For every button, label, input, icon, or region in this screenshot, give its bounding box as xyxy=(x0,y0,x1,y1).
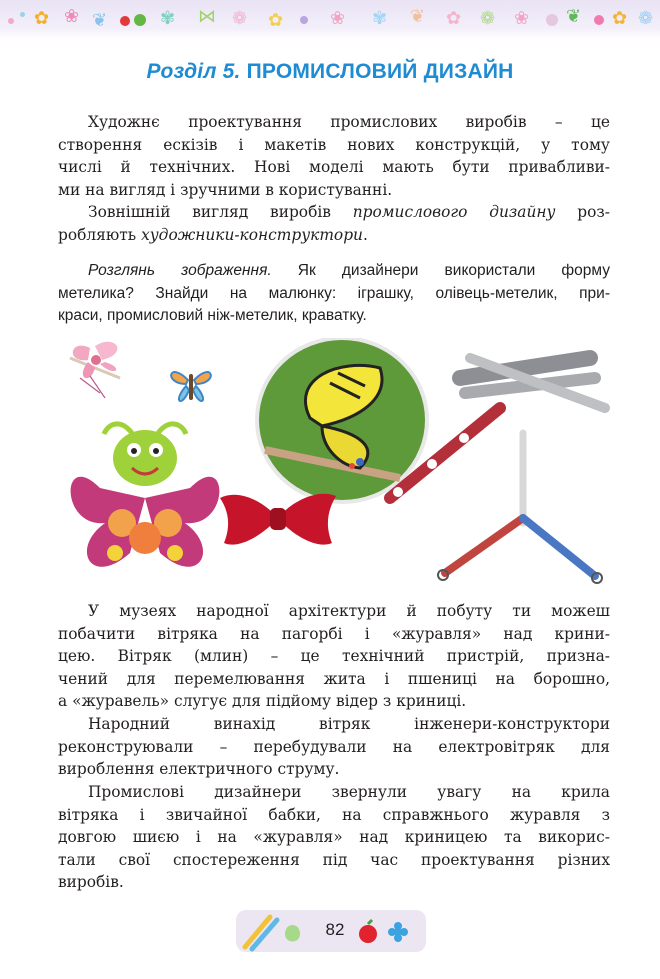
flower-icon: ✾ xyxy=(160,8,176,29)
intro-paragraph-2 xyxy=(58,201,610,246)
text-line: а «журавель» слугує для підйому відер з криниці. xyxy=(58,692,467,711)
flower-icon: ❀ xyxy=(64,6,80,27)
text-line: краси, промисловий ніж-метелик, краватку. xyxy=(58,307,367,325)
flower-icon: ✾ xyxy=(372,8,388,29)
text-line: метелика? Знайди на малюнку: іграшку, олівець-метелик, при- xyxy=(58,284,610,302)
text-line: реконструювали – перебудували на електровітряк для xyxy=(58,737,610,756)
text-line: Художнє проектування промислових виробів – це xyxy=(88,113,610,131)
text-run: робляють xyxy=(58,225,137,244)
emphasis-term: художники-конструктори xyxy=(141,225,363,244)
flower-icon: ✿ xyxy=(34,8,50,29)
text-run: Зовнішній вигляд виробів xyxy=(88,203,331,221)
text-line: тали свої спостереження під час проектування різних xyxy=(58,850,610,869)
task-prompt xyxy=(58,260,610,328)
text-line: цею. Вітряк (млин) – це технічний пристрій, призна- xyxy=(58,647,610,666)
text-line xyxy=(88,260,610,283)
swallowtail-butterfly-photo xyxy=(257,338,427,502)
text-line: У музеях народної архітектури й побуту ти можеш xyxy=(88,602,610,620)
text-run: . xyxy=(362,225,368,244)
leaf-icon: ❦ xyxy=(92,10,108,31)
text-line: вироблення електричного струму. xyxy=(58,760,340,779)
leaf-icon: ❦ xyxy=(410,6,426,27)
top-decorative-border xyxy=(0,0,660,40)
section-label: Розділ 5. xyxy=(146,60,241,83)
berry-icon xyxy=(120,16,130,26)
butterfly-designs-collage xyxy=(60,338,620,600)
flower-icon: ✿ xyxy=(268,10,284,31)
dot-icon xyxy=(594,15,604,25)
bow-icon: ⋈ xyxy=(198,6,216,27)
flower-icon: ❁ xyxy=(480,8,496,29)
text-line: довгою шиєю і на «журавля» над криницею та викорис- xyxy=(58,828,610,847)
section-name: ПРОМИСЛОВИЙ ДИЗАЙН xyxy=(246,60,514,83)
emphasis-term: промислового дизайну xyxy=(352,203,556,221)
text-line: Промислові дизайнери звернули увагу на крила xyxy=(88,783,610,801)
butterfly-brooch-icon xyxy=(171,372,211,401)
text-line xyxy=(58,224,610,247)
butterfly-toy-icon xyxy=(71,424,220,567)
intro-paragraph-1 xyxy=(58,111,610,201)
text-line: побачити вітряка на пагорбі і «журавля» над крини- xyxy=(58,624,610,643)
museum-paragraph xyxy=(58,600,610,713)
text-line: виробів. xyxy=(58,873,124,892)
flower-icon: ❁ xyxy=(638,8,654,29)
page-number: 82 xyxy=(325,920,345,939)
flower-icon: ✿ xyxy=(612,8,628,29)
windmill-paragraph xyxy=(58,713,610,781)
text-line: чений для перемелювання жита і пшениці на борошно, xyxy=(58,669,610,688)
butterfly-hair-clip-icon xyxy=(70,342,120,398)
section-title xyxy=(0,60,660,84)
text-run: Як дизайнери використали форму xyxy=(297,262,610,279)
flower-icon: ❁ xyxy=(232,8,248,29)
flower-icon: ❀ xyxy=(514,8,530,29)
task-lead: Розглянь зображення. xyxy=(88,262,272,279)
butterfly-pencil-icon xyxy=(438,433,602,583)
berry-flower-icon xyxy=(356,918,416,948)
flower-icon: ❀ xyxy=(330,8,346,29)
dot-icon xyxy=(300,16,308,24)
text-line xyxy=(88,201,610,224)
text-run: роз- xyxy=(577,203,610,221)
text-line: Народний винахід вітряк інженери-конструктори xyxy=(88,715,610,733)
flower-icon: ✿ xyxy=(446,8,462,29)
leaf-icon: ❦ xyxy=(566,6,582,27)
text-line: створення ескізів і макетів нових конструкцій, у тому xyxy=(58,135,610,154)
dot-icon xyxy=(546,14,558,26)
berry-icon xyxy=(134,14,146,26)
text-line: вітряка і звичайної бабки, на справжнього журавля з xyxy=(58,805,610,824)
designers-paragraph xyxy=(58,781,610,894)
dot-icon xyxy=(8,18,14,24)
dot-icon xyxy=(20,12,25,17)
bow-tie-icon xyxy=(220,494,336,545)
pencils-icon xyxy=(240,912,310,952)
text-line: ми на вигляд і зручними в користуванні. xyxy=(58,180,393,199)
text-line: числі й технічних. Нові моделі мають бути привабливи- xyxy=(58,158,610,177)
